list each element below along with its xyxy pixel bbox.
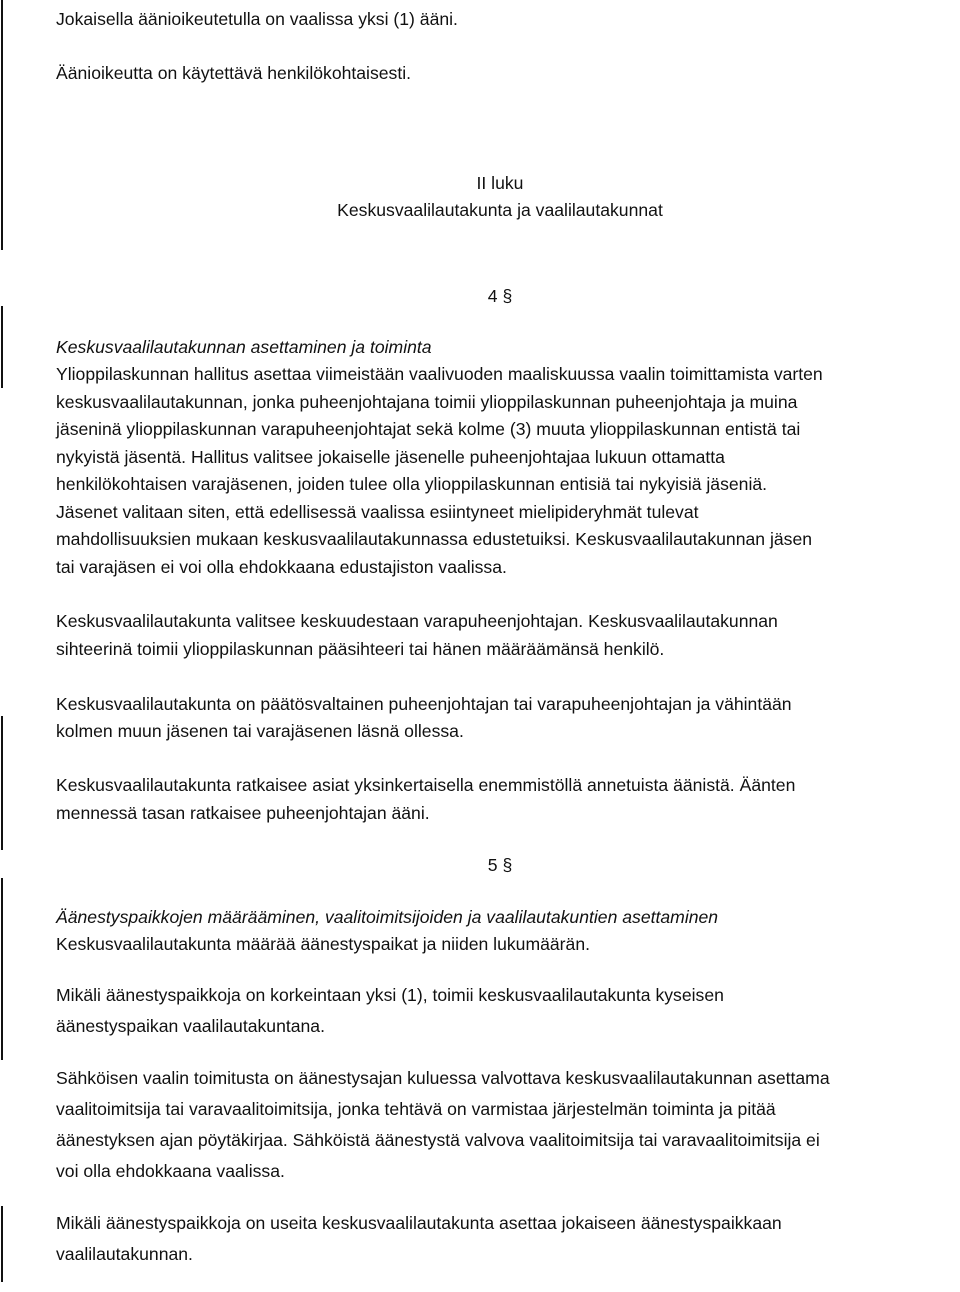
paragraph-line: keskusvaalilautakunnan, jonka puheenjohtajana toimii ylioppilaskunnan puheenjohtaja ja muina — [56, 392, 798, 412]
section-heading: Keskusvaalilautakunnan asettaminen ja toiminta — [56, 337, 432, 357]
paragraph-line: nykyistä jäsentä. Hallitus valitsee jokaiselle jäsenelle puheenjohtajaa lukuun ottamatta — [56, 447, 725, 467]
paragraph-line: Äänioikeutta on käytettävä henkilökohtaisesti. — [56, 63, 412, 83]
margin-bar — [1, 878, 3, 1060]
paragraph-line: äänestyksen ajan pöytäkirjaa. Sähköistä äänestystä valvova vaalitoimitsija tai varavaalitoimitsija ei — [56, 1130, 820, 1150]
paragraph-line: Mikäli äänestyspaikkoja on useita keskusvaalilautakunta asettaa jokaiseen äänestyspaikkaan — [56, 1213, 782, 1233]
paragraph-line: Keskusvaalilautakunta on päätösvaltainen puheenjohtajan tai varapuheenjohtajan ja vähintään — [56, 694, 792, 714]
section-number: 5 § — [487, 855, 513, 875]
paragraph-line: vaalilautakunnan. — [56, 1244, 193, 1264]
paragraph-line: kolmen muun jäsenen tai varajäsenen läsnä ollessa. — [56, 721, 464, 741]
margin-bar — [1, 1206, 3, 1282]
section-heading: Äänestyspaikkojen määrääminen, vaalitoimitsijoiden ja vaalilautakuntien asettaminen — [56, 907, 719, 927]
paragraph-line: Mikäli äänestyspaikkoja on korkeintaan yksi (1), toimii keskusvaalilautakunta kyseisen — [56, 985, 724, 1005]
paragraph-line: mahdollisuuksien mukaan keskusvaalilautakunnassa edustetuiksi. Keskusvaalilautakunnan jäsen — [56, 529, 813, 549]
paragraph-line: äänestyspaikan vaalilautakuntana. — [56, 1016, 325, 1036]
margin-bar — [1, 306, 3, 388]
chapter-number: II luku — [476, 173, 524, 193]
paragraph-line: voi olla ehdokkaana vaalissa. — [56, 1161, 285, 1181]
paragraph-line: Sähköisen vaalin toimitusta on äänestysajan kuluessa valvottava keskusvaalilautakunnan asettama — [56, 1068, 830, 1088]
chapter-title: Keskusvaalilautakunta ja vaalilautakunnat — [337, 200, 663, 220]
paragraph-line: Keskusvaalilautakunta ratkaisee asiat yksinkertaisella enemmistöllä annetuista äänistä. Äänten — [56, 775, 796, 795]
paragraph-line: vaalitoimitsija tai varavaalitoimitsija, jonka tehtävä on varmistaa järjestelmän toiminta ja pitää — [56, 1099, 776, 1119]
paragraph-line: sihteerinä toimii ylioppilaskunnan pääsihteeri tai hänen määräämänsä henkilö. — [56, 639, 665, 659]
margin-bar — [1, 716, 3, 850]
paragraph-line: tai varajäsen ei voi olla ehdokkaana edustajiston vaalissa. — [56, 557, 507, 577]
section-number: 4 § — [487, 286, 513, 306]
paragraph-line: Jäsenet valitaan siten, että edellisessä vaalissa esiintyneet mielipideryhmät tulevat — [56, 502, 699, 522]
paragraph-line: Ylioppilaskunnan hallitus asettaa viimeistään vaalivuoden maaliskuussa vaalin toimittamista varten — [56, 364, 823, 384]
paragraph-line: jäseninä ylioppilaskunnan varapuheenjohtajat sekä kolme (3) muuta ylioppilaskunnan entistä tai — [56, 419, 801, 439]
paragraph-line: Jokaisella äänioikeutetulla on vaalissa yksi (1) ääni. — [56, 9, 458, 29]
paragraph-line: mennessä tasan ratkaisee puheenjohtajan ääni. — [56, 803, 430, 823]
paragraph-line: Keskusvaalilautakunta määrää äänestyspaikat ja niiden lukumäärän. — [56, 934, 590, 954]
paragraph-line: Keskusvaalilautakunta valitsee keskuudestaan varapuheenjohtajan. Keskusvaalilautakunnan — [56, 611, 778, 631]
paragraph-line: henkilökohtaisen varajäsenen, joiden tulee olla ylioppilaskunnan entisiä tai nykyisiä jäseniä. — [56, 474, 768, 494]
